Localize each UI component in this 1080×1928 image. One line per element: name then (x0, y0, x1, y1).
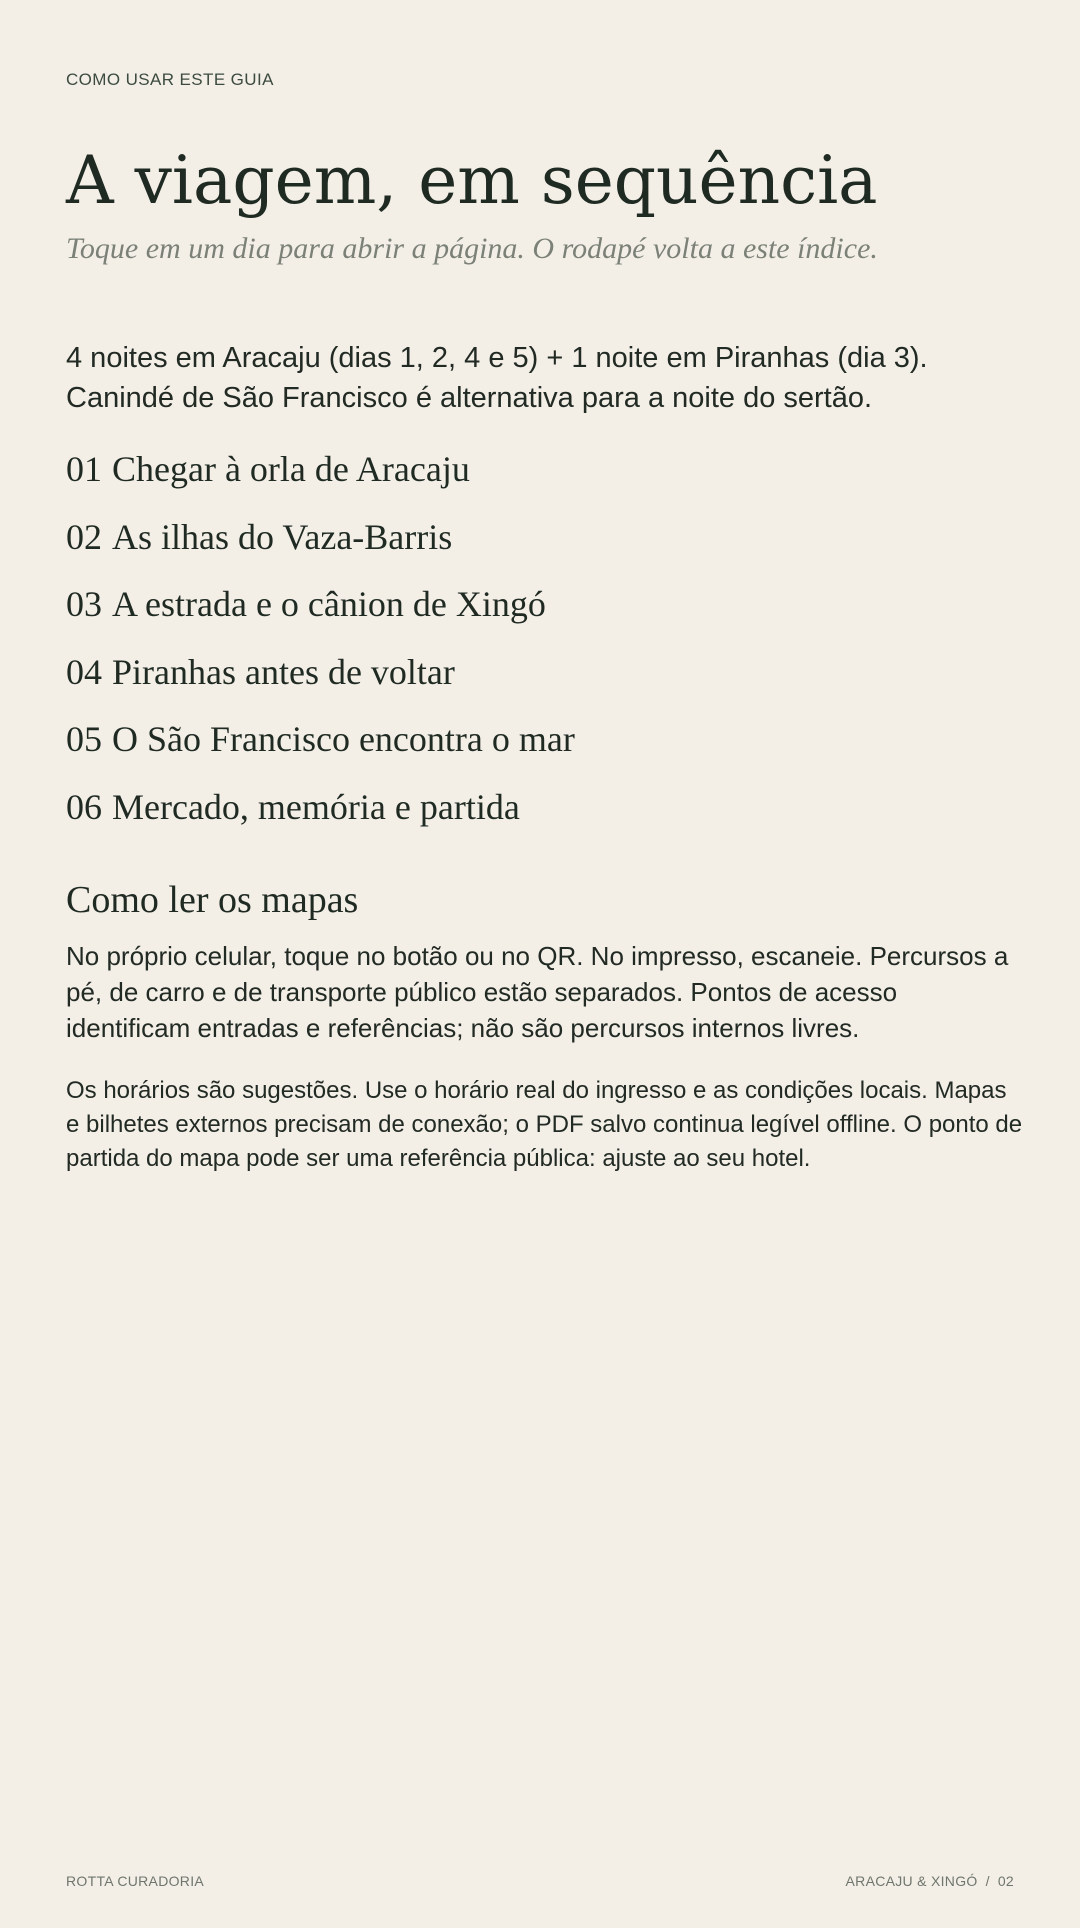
day-link-06[interactable] (66, 786, 1014, 854)
day-index-list (66, 448, 1014, 853)
day-number: 04 (66, 651, 102, 692)
summary-line-2: Canindé de São Francisco é alternativa para a noite do sertão. (66, 382, 873, 414)
page-subtitle: Toque em um dia para abrir a página. O rodapé volta a este índice. (66, 232, 878, 265)
day-title: A estrada e o cânion de Xingó (112, 584, 546, 624)
day-number: 02 (66, 516, 102, 557)
maps-section-title: Como ler os mapas (66, 879, 359, 921)
day-number: 01 (66, 449, 102, 489)
itinerary-summary (66, 338, 1014, 418)
day-title: O São Francisco encontra o mar (112, 719, 575, 759)
footer-page-number: 02 (997, 1873, 1014, 1889)
footer-guide-name: ARACAJU & XINGÓ (845, 1873, 978, 1889)
page-title: A viagem, em sequência (66, 142, 878, 219)
day-link-03[interactable] (66, 583, 1014, 651)
eyebrow-label: COMO USAR ESTE GUIA (66, 70, 274, 89)
day-title: As ilhas do Vaza-Barris (112, 516, 453, 557)
maps-instructions-paragraph: No próprio celular, toque no botão ou no QR. No impresso, escaneie. Percursos a pé, de carro e de transporte público estão separados. Pontos de acesso identificam entradas e referências; não são percursos internos livres. (66, 941, 1009, 1043)
summary-line-1: 4 noites em Aracaju (dias 1, 2, 4 e 5) + 1 noite em Piranhas (dia 3). (66, 342, 928, 374)
day-number: 03 (66, 584, 102, 624)
day-link-02[interactable] (66, 516, 1014, 584)
day-title: Piranhas antes de voltar (112, 651, 455, 692)
day-link-01[interactable] (66, 448, 1014, 516)
footer-page-info[interactable] (846, 1873, 1014, 1889)
footer-brand: ROTTA CURADORIA (66, 1873, 205, 1889)
day-link-04[interactable] (66, 651, 1014, 719)
schedule-notes-paragraph: Os horários são sugestões. Use o horário real do ingresso e as condições locais. Mapas e bilhetes externos precisam de conexão; o PDF salvo continua legível offline. O ponto de partida do mapa pode ser uma referência pública: ajuste ao seu hotel. (66, 1077, 1023, 1172)
day-number: 06 (66, 786, 102, 827)
footer-separator: / (985, 1873, 990, 1889)
day-link-05[interactable] (66, 718, 1014, 786)
day-title: Chegar à orla de Aracaju (112, 449, 470, 489)
day-title: Mercado, memória e partida (112, 786, 520, 827)
day-number: 05 (66, 719, 102, 759)
